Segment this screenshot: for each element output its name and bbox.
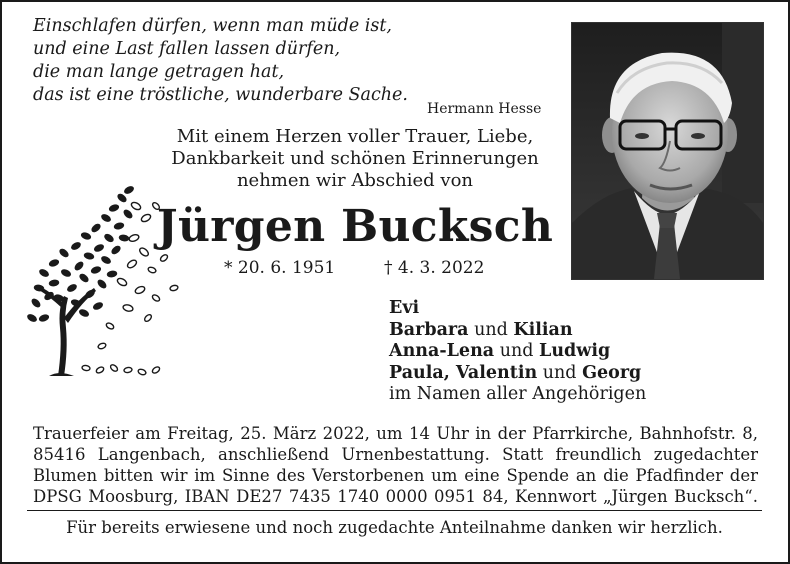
conjunction: und xyxy=(537,362,583,383)
family-list xyxy=(389,298,646,406)
intro-line: nehmen wir Abschied von xyxy=(236,170,474,191)
tree-with-falling-leaves-icon xyxy=(24,178,184,378)
conjunction: und xyxy=(468,319,514,340)
intro-line: Mit einem Herzen voller Trauer, Liebe, xyxy=(176,126,534,147)
notice-line: Trauerfeier am Freitag, 25. März 2022, um 14 Uhr in der Pfarrkirche, Bahnhofstr. 8, xyxy=(33,424,758,443)
family-line xyxy=(389,320,646,342)
notice-line: Blumen bitten wir im Sinne des Verstorbenen um eine Spende an die Pfadfinder der xyxy=(33,466,758,485)
deceased-name: Jürgen Bucksch xyxy=(156,201,554,252)
family-member: Georg xyxy=(582,362,642,383)
poem xyxy=(33,15,408,107)
family-member: Paula, Valentin xyxy=(389,362,538,383)
tree-illustration xyxy=(24,178,184,378)
family-member: Evi xyxy=(389,298,420,318)
funeral-notice xyxy=(33,423,758,507)
family-line xyxy=(389,298,646,320)
notice-line: DPSG Moosburg, IBAN DE27 7435 1740 0000 0951 84, Kennwort „Jürgen Bucksch“. xyxy=(33,487,758,506)
family-line xyxy=(389,363,646,385)
portrait-icon xyxy=(572,23,763,279)
family-line xyxy=(389,341,646,363)
thanks-line: Für bereits erwiesene und noch zugedachte Anteilnahme danken wir herzlich. xyxy=(66,518,723,537)
poem-line: das ist eine tröstliche, wunderbare Sache. xyxy=(33,85,408,105)
poem-author: Hermann Hesse xyxy=(427,101,542,117)
divider xyxy=(27,510,762,511)
death-date: † 4. 3. 2022 xyxy=(384,258,485,278)
poem-line: und eine Last fallen lassen dürfen, xyxy=(33,39,341,59)
conjunction: und xyxy=(494,341,540,361)
family-member: Ludwig xyxy=(539,341,611,361)
family-member: Anna-Lena xyxy=(389,341,495,361)
family-member: Kilian xyxy=(513,319,573,340)
notice-line: 85416 Langenbach, anschließend Urnenbestattung. Statt freundlich zugedachter xyxy=(33,445,758,464)
birth-date: * 20. 6. 1951 xyxy=(224,258,336,278)
poem-line: Einschlafen dürfen, wenn man müde ist, xyxy=(33,16,392,36)
poem-line: die man lange getragen hat, xyxy=(33,62,285,82)
family-member: Barbara xyxy=(389,319,469,340)
portrait-photo xyxy=(571,22,764,280)
family-line: im Namen aller Angehörigen xyxy=(389,384,647,404)
intro-line: Dankbarkeit und schönen Erinnerungen xyxy=(171,148,539,169)
intro-text xyxy=(160,126,550,192)
